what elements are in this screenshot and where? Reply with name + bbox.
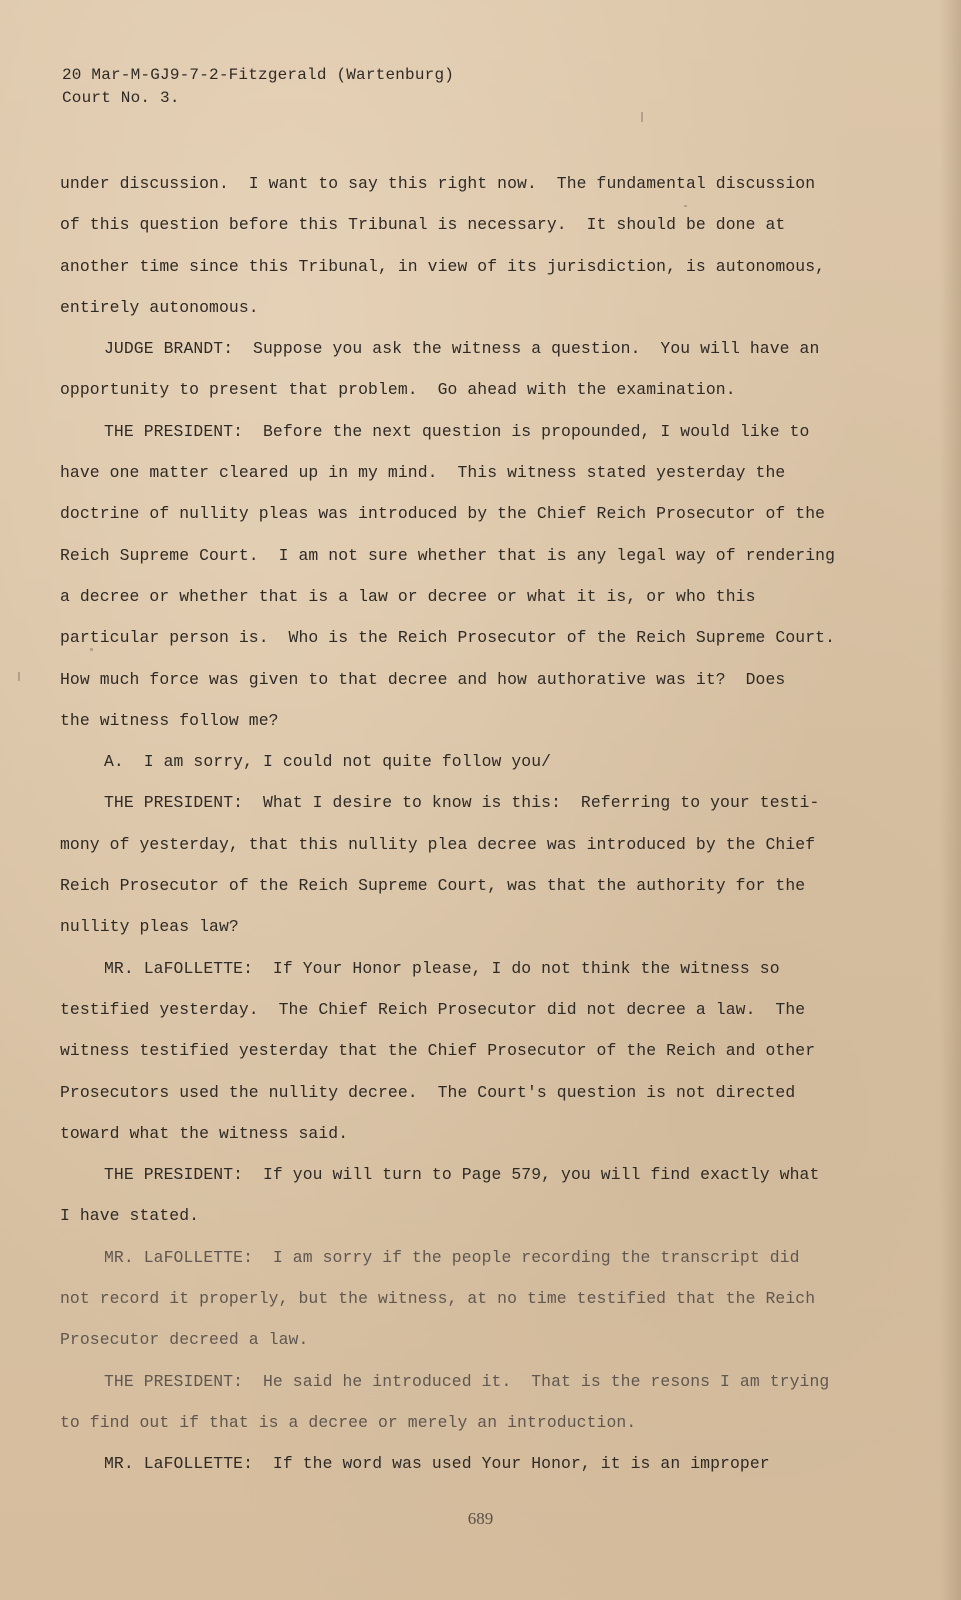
transcript-line: How much force was given to that decree and how authorative was it? Does: [60, 669, 786, 689]
paper-speck: [684, 205, 687, 207]
transcript-line: nullity pleas law?: [60, 917, 239, 937]
transcript-line: THE PRESIDENT: He said he introduced it. That is the resons I am trying: [104, 1371, 830, 1391]
transcript-line: another time since this Tribunal, in view of its jurisdiction, is autonomous,: [60, 256, 826, 276]
transcript-line: JUDGE BRANDT: Suppose you ask the witness a question. You will have an: [104, 339, 820, 359]
transcript-line: testified yesterday. The Chief Reich Prosecutor did not decree a law. The: [60, 999, 806, 1019]
transcript-line: THE PRESIDENT: Before the next question is propounded, I would like to: [104, 421, 810, 441]
transcript-line: mony of yesterday, that this nullity plea decree was introduced by the Chief: [60, 834, 816, 854]
transcript-line: of this question before this Tribunal is necessary. It should be done at: [60, 215, 786, 235]
transcript-line: Reich Supreme Court. I am not sure whether that is any legal way of rendering: [60, 545, 836, 565]
paper-speck: [18, 672, 20, 681]
transcript-line: MR. LaFOLLETTE: If the word was used Your Honor, it is an improper: [104, 1454, 770, 1474]
transcript-body: [60, 172, 890, 1494]
transcript-line: toward what the witness said.: [60, 1123, 349, 1143]
transcript-line: witness testified yesterday that the Chief Prosecutor of the Reich and other: [60, 1041, 816, 1061]
transcript-line: Prosecutors used the nullity decree. The Court's question is not directed: [60, 1082, 796, 1102]
transcript-line: entirely autonomous.: [60, 297, 259, 317]
page-edge-shadow: [939, 0, 961, 1600]
transcript-line: Prosecutor decreed a law.: [60, 1330, 309, 1350]
transcript-line: MR. LaFOLLETTE: I am sorry if the people recording the transcript did: [104, 1247, 800, 1267]
transcript-line: THE PRESIDENT: If you will turn to Page 579, you will find exactly what: [104, 1165, 820, 1185]
transcript-line: I have stated.: [60, 1206, 200, 1226]
transcript-line: opportunity to present that problem. Go ahead with the examination.: [60, 380, 736, 400]
transcript-line: to find out if that is a decree or merely an introduction.: [60, 1412, 637, 1432]
paper-speck: [641, 112, 643, 122]
document-header: [62, 64, 454, 110]
transcript-line: MR. LaFOLLETTE: If Your Honor please, I do not think the witness so: [104, 958, 780, 978]
transcript-line: a decree or whether that is a law or decree or what it is, or who this: [60, 586, 756, 606]
header-line-2: Court No. 3.: [62, 89, 180, 107]
transcript-line: particular person is. Who is the Reich Prosecutor of the Reich Supreme Court.: [60, 628, 836, 648]
transcript-line: have one matter cleared up in my mind. This witness stated yesterday the: [60, 463, 786, 483]
transcript-line: THE PRESIDENT: What I desire to know is this: Referring to your testi-: [104, 793, 820, 813]
paper-speck: [90, 648, 93, 651]
page-number: 689: [467, 1509, 494, 1528]
transcript-line: the witness follow me?: [60, 710, 279, 730]
transcript-line: A. I am sorry, I could not quite follow you/: [104, 752, 552, 772]
transcript-line: not record it properly, but the witness, at no time testified that the Reich: [60, 1289, 816, 1309]
header-line-1: 20 Mar-M-GJ9-7-2-Fitzgerald (Wartenburg): [62, 66, 455, 84]
transcript-line: under discussion. I want to say this right now. The fundamental discussion: [60, 174, 816, 193]
transcript-line: Reich Prosecutor of the Reich Supreme Court, was that the authority for the: [60, 876, 806, 896]
transcript-line: doctrine of nullity pleas was introduced by the Chief Reich Prosecutor of the: [60, 504, 826, 524]
